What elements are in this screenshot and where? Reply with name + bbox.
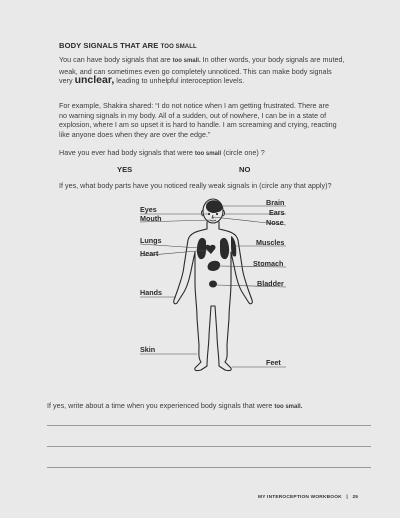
page-number: 25: [352, 495, 359, 500]
label-nose[interactable]: Nose: [266, 218, 284, 227]
label-mouth[interactable]: Mouth: [140, 214, 162, 223]
label-heart[interactable]: Heart: [140, 249, 159, 258]
label-skin[interactable]: Skin: [140, 345, 156, 354]
paragraph-example: For example, Shakira shared: “I do not notice when I am getting frustrated. There are no warning signals in my body. All of a sudden, out of nowhere, I can be in a state of explosion, where I am so upset it is hard to handle. I am screaming and crying, reacting like anyone does when they are over the edge.”: [59, 101, 337, 139]
section-heading: BODY SIGNALS THAT ARE TOO SMALL: [59, 41, 197, 50]
answer-no[interactable]: NO: [239, 165, 251, 174]
label-eyes[interactable]: Eyes: [140, 205, 157, 214]
question-write-about: If yes, write about a time when you experienced body signals that were too small.: [47, 401, 303, 410]
label-stomach[interactable]: Stomach: [253, 259, 284, 268]
label-muscles[interactable]: Muscles: [256, 238, 285, 247]
label-bladder[interactable]: Bladder: [257, 279, 284, 288]
question-had-small-signals: Have you ever had body signals that were too small (circle one) ?: [59, 148, 265, 157]
answer-yes[interactable]: YES: [117, 165, 133, 174]
label-ears[interactable]: Ears: [269, 208, 285, 217]
writing-line-2[interactable]: [47, 446, 371, 447]
label-lungs[interactable]: Lungs: [140, 236, 162, 245]
question-body-parts: If yes, what body parts have you noticed really weak signals in (circle any that apply)?: [59, 181, 332, 190]
writing-line-1[interactable]: [47, 425, 371, 426]
label-hands[interactable]: Hands: [140, 288, 162, 297]
label-brain[interactable]: Brain: [266, 198, 285, 207]
page-footer: MY INTEROCEPTION WORKBOOK | 25: [258, 495, 359, 500]
label-feet[interactable]: Feet: [266, 358, 281, 367]
paragraph-intro: You can have body signals that are too small. In other words, your body signals are muted, weak, and can sometimes even go completely unnoticed. This can make body signals very unclear, leading to unhelpful interoception levels.: [59, 55, 345, 87]
writing-line-3[interactable]: [47, 467, 371, 468]
